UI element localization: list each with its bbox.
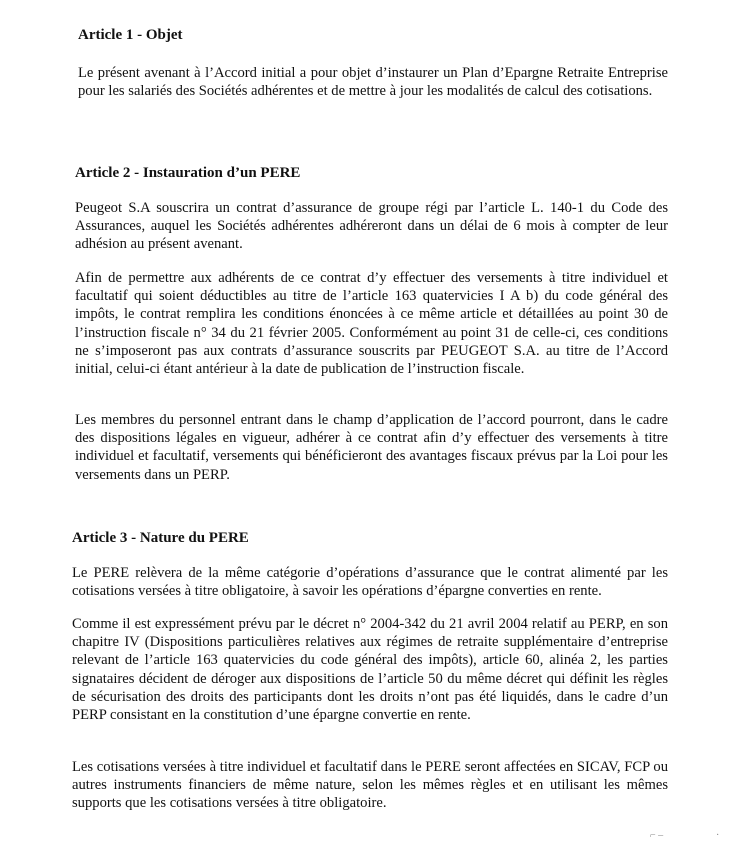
article-2-paragraph-1: Peugeot S.A souscrira un contrat d’assurance de groupe régi par l’article L. 140-1 du Code des Assurances, auquel les Sociétés adhérentes adhéreront dans un délai de 6 mois à compter de leur adhésion au présent avenant. xyxy=(75,200,668,253)
article-1-paragraph-1: Le présent avenant à l’Accord initial a pour objet d’instaurer un Plan d’Epargne Retraite Entreprise pour les salariés des Sociétés adhérentes et de mettre à jour les modalités de calcul des cotisations. xyxy=(78,65,668,100)
scan-mark: ⌐ ‒ xyxy=(650,830,664,841)
article-2-paragraph-3: Les membres du personnel entrant dans le champ d’application de l’accord pourront, dans le cadre des dispositions légales en vigueur, adhérer à ce contrat afin d’y effectuer des versements à titre individuel et facultatif, versements qui bénéficieront des avantages fiscaux prévus par la Loi pour les versements dans un PERP. xyxy=(75,412,668,483)
article-3-title: Article 3 - Nature du PERE xyxy=(72,530,249,546)
article-3-paragraph-3: Les cotisations versées à titre individuel et facultatif dans le PERE seront affectées en SICAV, FCP ou autres instruments financiers de même nature, selon les mêmes règles et en utilisant les mêmes supports que les cotisations versées à titre obligatoire. xyxy=(72,759,668,812)
article-3-paragraph-2: Comme il est expressément prévu par le décret n° 2004-342 du 21 avril 2004 relatif au PERP, en son chapitre IV (Dispositions particulières relatives aux régimes de retraite supplémentaire d’entreprise relevant de l’article 163 quatervicies du code général des impôts), article 60, alinéa 2, les parties signataires décident de déroger aux dispositions de l’article 50 du même décret qui définit les règles de sécurisation des droits des participants dont les droits n’ont pas été liquidés, dans le cadre d’un PERP consistant en la constitution d’une épargne convertie en rente. xyxy=(72,616,668,724)
article-1-title: Article 1 - Objet xyxy=(78,27,183,43)
article-3-paragraph-1: Le PERE relèvera de la même catégorie d’opérations d’assurance que le contrat alimenté par les cotisations versées à titre obligatoire, à savoir les opérations d’épargne converties en rente. xyxy=(72,565,668,600)
scan-mark: · xyxy=(716,830,720,841)
article-2-paragraph-2: Afin de permettre aux adhérents de ce contrat d’y effectuer des versements à titre individuel et facultatif qui soient déductibles au titre de l’article 163 quatervicies I A b) du code général des impôts, le contrat remplira les conditions énoncées à ce même article et détaillées au point 30 de l’instruction fiscale n° 34 du 21 février 2005. Conformément au point 31 de celle-ci, ces conditions ne s’imposeront pas aux contrats d’assurance souscrits par PEUGEOT S.A. au titre de l’Accord initial, celui-ci étant antérieur à la date de publication de l’instruction fiscale. xyxy=(75,270,668,378)
article-2-title: Article 2 - Instauration d’un PERE xyxy=(75,165,301,181)
